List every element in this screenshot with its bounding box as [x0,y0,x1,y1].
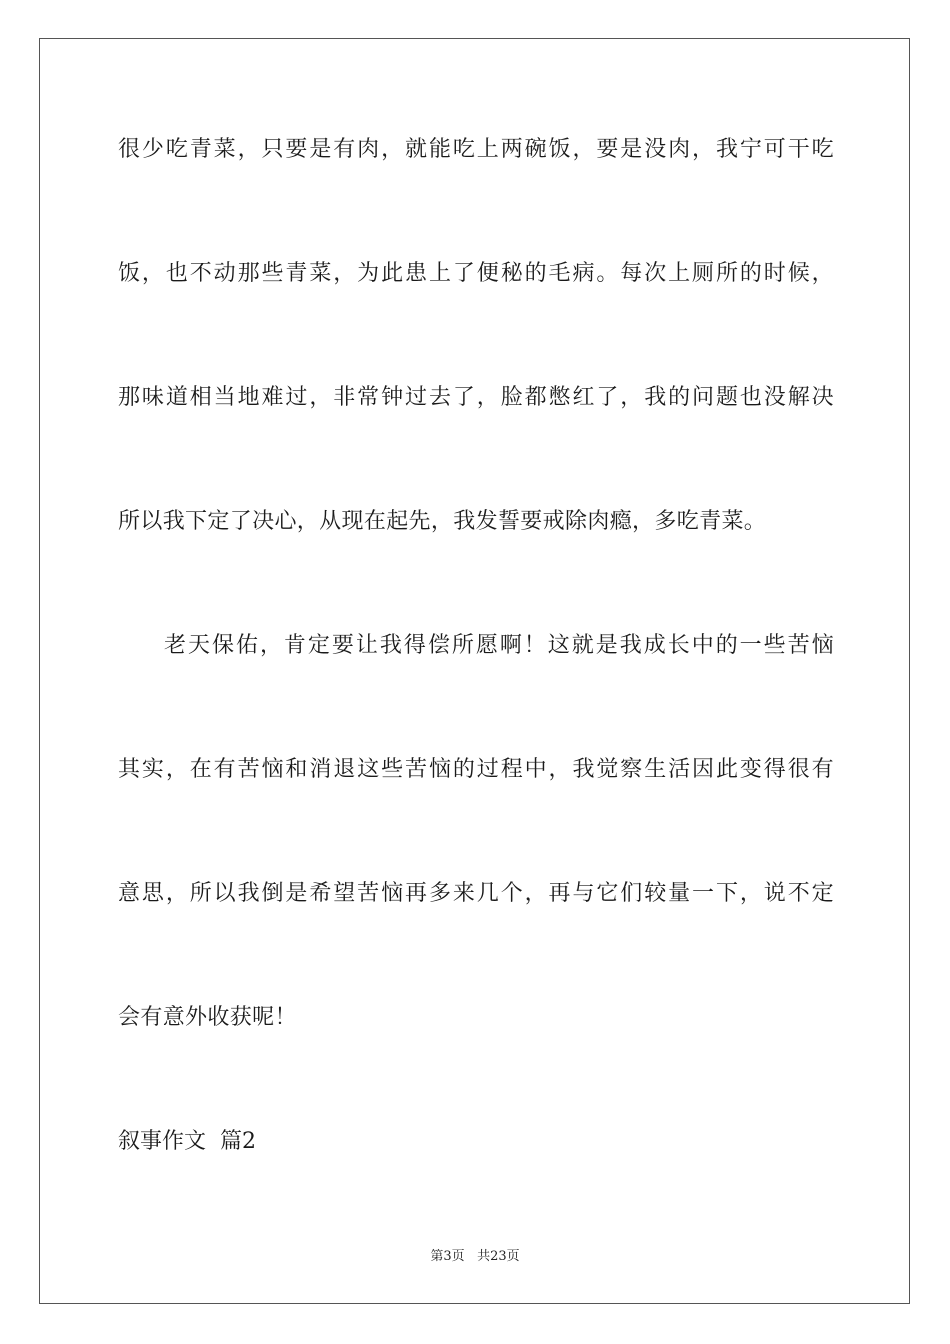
text-line-7: 意思，所以我倒是希望苦恼再多来几个，再与它们较量一下，说不定 [118,881,834,906]
text-line-4: 所以我下定了决心，从现在起先，我发誓要戒除肉瘾，多吃青菜。 [118,509,767,534]
text-line-2: 饭，也不动那些青菜，为此患上了便秘的毛病。每次上厕所的时候， [118,261,834,286]
page-border [39,38,910,1304]
text-line-3: 那味道相当地难过，非常钟过去了，脸都憋红了，我的问题也没解决 [118,385,834,410]
text-line-5: 老天保佑，肯定要让我得偿所愿啊！这就是我成长中的一些苦恼 [164,633,834,658]
page-number: 第3页 [430,1249,465,1264]
section-heading: 叙事作文 篇2 [118,1129,256,1154]
text-line-6: 其实，在有苦恼和消退这些苦恼的过程中，我觉察生活因此变得很有 [118,757,834,782]
page-footer [0,1248,950,1266]
text-line-1: 很少吃青菜，只要是有肉，就能吃上两碗饭，要是没肉，我宁可干吃 [118,137,834,162]
total-pages: 共23页 [477,1249,520,1264]
text-line-8: 会有意外收获呢！ [118,1005,297,1030]
